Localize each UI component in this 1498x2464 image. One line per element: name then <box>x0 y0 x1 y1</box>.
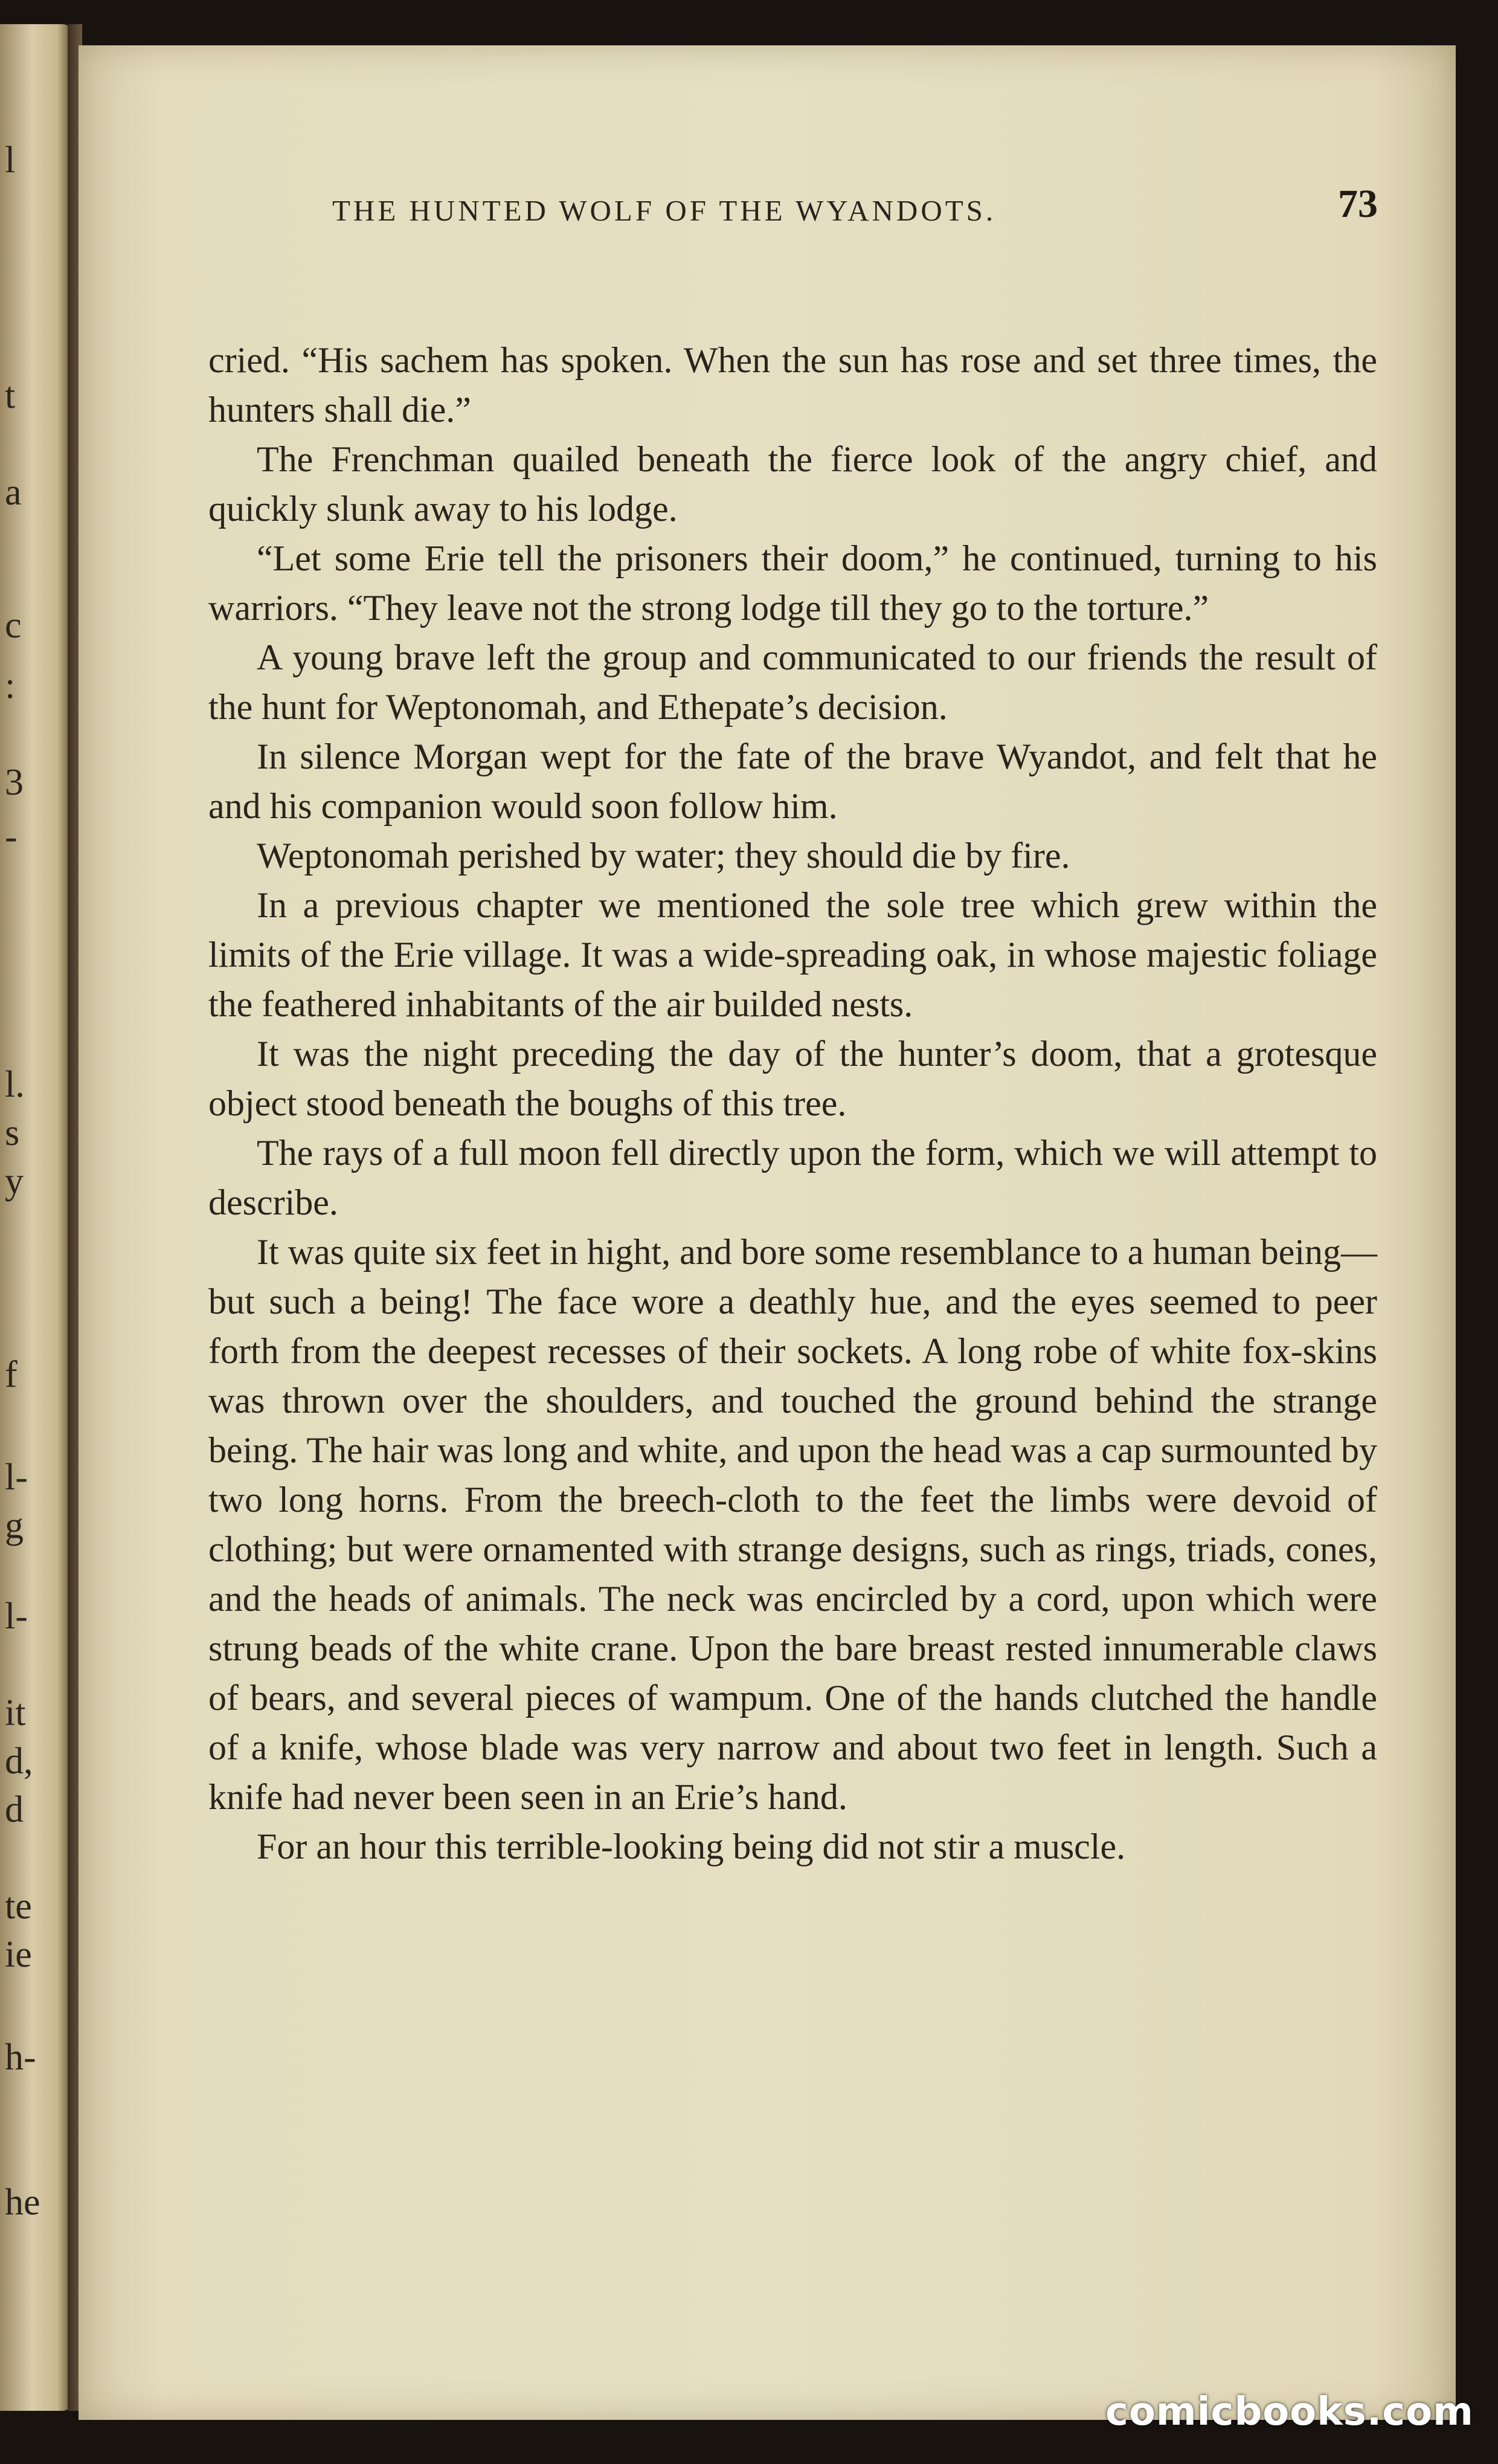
edge-fragment: te <box>5 1886 32 1927</box>
paragraph: A young brave left the group and communicated to our friends the result of the hunt for Weptonomah, and Ethepate’s decision. <box>208 637 1377 727</box>
edge-fragment: y <box>5 1161 24 1202</box>
paragraph: It was quite six feet in hight, and bore some resemblance to a human being—but such a being! The face wore a deathly hue, and the eyes seemed to peer forth from the deepest recesses of their sockets. A long robe of white fox-skins was thrown over the shoulders, and touched the ground behind the strange being. The hair was long and white, and upon the head was a cap surmounted by two long horns. From the breech-cloth to the feet the limbs were devoid of clothing; but were ornamented with strange designs, such as rings, triads, cones, and the heads of animals. The neck was encircled by a cord, upon which were strung beads of the white crane. Upon the bare breast rested innumerable claws of bears, and several pieces of wampum. One of the hands clutched the handle of a knife, whose blade was very narrow and about two feet in length. Such a knife had never been seen in an Erie’s hand. <box>208 1232 1377 1817</box>
paragraph: “Let some Erie tell the prisoners their doom,” he continued, turning to his warriors. “They leave not the strong lodge till they go to the torture.” <box>208 538 1377 628</box>
paragraph: The rays of a full moon fell directly upon the form, which we will attempt to describe. <box>208 1133 1377 1222</box>
edge-fragment: it <box>5 1692 26 1734</box>
body-text <box>208 335 1377 1871</box>
paragraph: In silence Morgan wept for the fate of the brave Wyandot, and felt that he and his companion would soon follow him. <box>208 737 1377 826</box>
edge-fragment: ie <box>5 1934 32 1975</box>
edge-fragment: t <box>5 375 16 416</box>
edge-fragment: 3 <box>5 762 24 803</box>
edge-fragment: h- <box>5 2037 36 2078</box>
edge-fragment: - <box>5 816 18 857</box>
edge-fragment: f <box>5 1354 18 1395</box>
paragraph: Weptonomah perished by water; they should die by fire. <box>257 836 1070 876</box>
paragraph: For an hour this terrible-looking being did not stir a muscle. <box>257 1827 1126 1866</box>
book-page <box>79 45 1456 2420</box>
edge-fragment: he <box>5 2182 40 2223</box>
edge-fragment: g <box>5 1505 24 1546</box>
edge-fragment: c <box>5 605 22 646</box>
paragraph: cried. “His sachem has spoken. When the sun has rose and set three times, the hunters shall die.” <box>208 340 1377 430</box>
edge-fragment: d <box>5 1789 24 1830</box>
watermark: comicbooks.com <box>1105 2390 1474 2434</box>
paragraph: In a previous chapter we mentioned the sole tree which grew within the limits of the Erie village. It was a wide-spreading oak, in whose majestic foliage the feathered inhabitants of the air builded nests. <box>208 885 1377 1024</box>
edge-fragment: l. <box>5 1064 25 1105</box>
paragraph: It was the night preceding the day of the hunter’s doom, that a grotesque object stood beneath the boughs of this tree. <box>208 1034 1377 1123</box>
edge-fragment: d, <box>5 1741 33 1782</box>
edge-fragment: l- <box>5 1457 28 1498</box>
running-head: THE HUNTED WOLF OF THE WYANDOTS. <box>332 194 997 227</box>
paragraph: The Frenchman quailed beneath the fierce look of the angry chief, and quickly slunk away to his lodge. <box>208 439 1377 529</box>
edge-fragment: l <box>5 140 16 181</box>
edge-fragment: l- <box>5 1596 28 1637</box>
edge-fragment: s <box>5 1112 20 1153</box>
edge-fragment: : <box>5 665 16 706</box>
facing-page-text-fragments <box>0 48 71 2356</box>
page-number: 73 <box>1338 182 1378 226</box>
edge-fragment: a <box>5 472 22 513</box>
